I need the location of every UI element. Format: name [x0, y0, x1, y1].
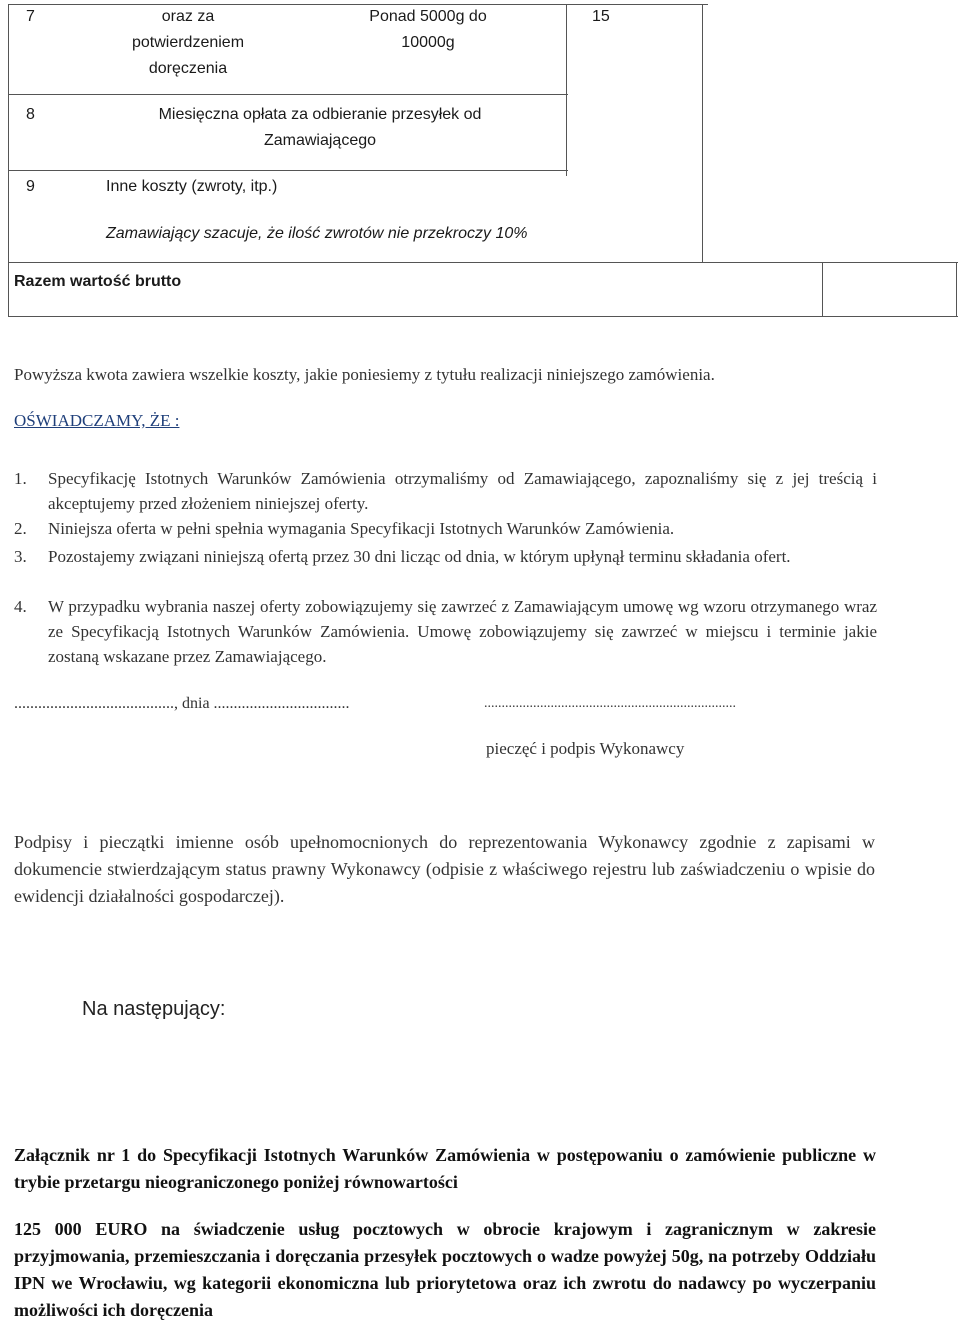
place-date-line: ........................................, dnia ..................................	[14, 695, 350, 712]
list-item-number: 1.	[14, 469, 27, 488]
amount-note: Powyższa kwota zawiera wszelkie koszty, jakie poniesiemy z tytułu realizacji niniejszego zamówienia.	[14, 365, 715, 384]
table-line	[8, 4, 9, 316]
table-cell-note: Zamawiający szacuje, że ilość zwrotów nie przekroczy 10%	[106, 225, 528, 242]
signatures-note: Podpisy i pieczątki imienne osób upełnomocnionych do reprezentowania Wykonawcy zgodnie z zapisami w dokumencie stwierdzającym status prawny Wykonawcy (odpisie z właściwego rejestru lub zaświadczeniu o wpisie do ewidencji działalności gospodarczej).	[14, 832, 875, 906]
table-cell-label: oraz za potwierdzeniem doręczenia	[131, 8, 245, 77]
table-cell-label: Inne koszty (zwroty, itp.)	[106, 178, 278, 195]
row-number: 9	[26, 178, 35, 195]
next-label: Na następujący:	[82, 998, 226, 1020]
row-number: 7	[26, 8, 35, 25]
table-cell-label: Miesięczna opłata za odbieranie przesyłek od Zamawiającego	[158, 106, 482, 149]
annex-title: Załącznik nr 1 do Specyfikacji Istotnych Warunków Zamówienia w postępowaniu o zamówienie publiczne w trybie przetargu nieograniczonego poniżej równowartości	[14, 1145, 876, 1192]
table-line	[8, 94, 568, 95]
list-item-number: 3.	[14, 547, 27, 566]
table-cell-quantity: 15	[592, 8, 610, 25]
list-item: Specyfikację Istotnych Warunków Zamówienia otrzymaliśmy od Zamawiającego, zapoznaliśmy się z jej treścią i akceptujemy przed złożeniem niniejszej oferty.	[48, 469, 877, 513]
list-item: Niniejsza oferta w pełni spełnia wymagania Specyfikacji Istotnych Warunków Zamówienia.	[48, 519, 675, 538]
row-number: 8	[26, 106, 35, 123]
total-label: Razem wartość brutto	[14, 273, 182, 290]
signature-label: pieczęć i podpis Wykonawcy	[486, 739, 685, 758]
table-cell-weight: Ponad 5000g do 10000g	[369, 8, 487, 51]
table-line	[8, 316, 958, 317]
list-item: Pozostajemy związani niniejszą ofertą przez 30 dni licząc od dnia, w którym upłynął terminu składania ofert.	[48, 547, 791, 566]
table-line	[8, 262, 958, 263]
declaration-heading: OŚWIADCZAMY, ŻE :	[14, 411, 180, 430]
table-line	[566, 4, 567, 176]
list-item-number: 2.	[14, 519, 27, 538]
table-line	[822, 262, 823, 316]
list-item: W przypadku wybrania naszej oferty zobowiązujemy się zawrzeć z Zamawiającym umowę wg wzoru otrzymanego wraz ze Specyfikacją Istotnych Warunków Zamówienia. Umowę zobowiązujemy się zawrzeć w miejscu i terminie jakie zostaną wskazane przez Zamawiającego.	[48, 597, 877, 666]
annex-body: 125 000 EURO na świadczenie usług pocztowych w obrocie krajowym i zagranicznym w zakresie przyjmowania, przemieszczania i doręczania przesyłek pocztowych o wadze powyżej 50g, na potrzeby Oddziału IPN we Wrocławiu, wg kategorii ekonomiczna lub priorytetowa oraz ich zwrotu do nadawcy po wyczerpaniu możliwości ich doręczenia	[14, 1219, 876, 1320]
table-line	[702, 4, 703, 262]
table-line	[956, 262, 957, 316]
signature-line: ........................................................................	[484, 696, 736, 711]
table-line	[8, 170, 568, 171]
list-item-number: 4.	[14, 597, 27, 616]
